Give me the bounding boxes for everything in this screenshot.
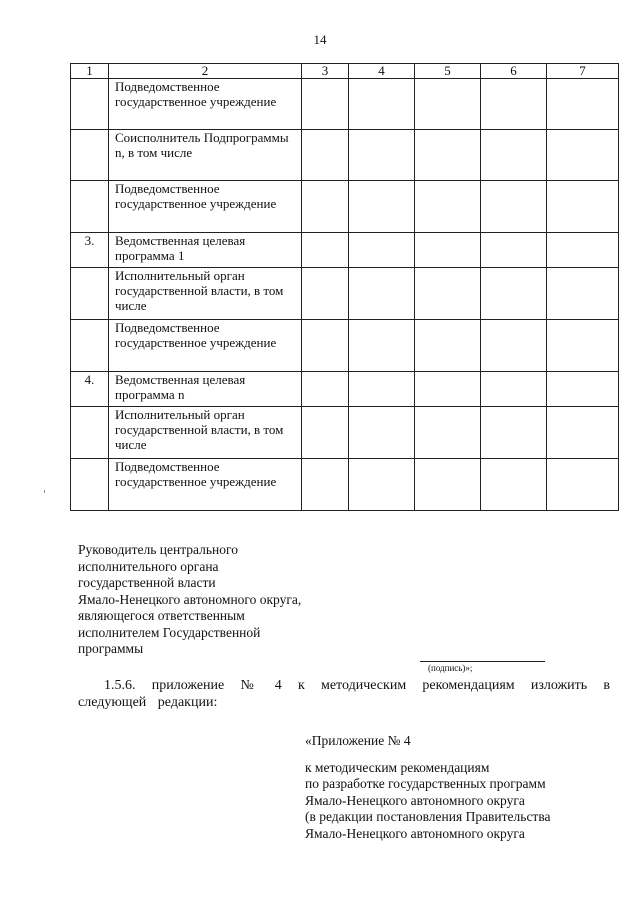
column-header: 3 — [302, 64, 349, 79]
table-row — [71, 320, 619, 372]
signature-line: программы — [78, 641, 144, 656]
row-number — [71, 459, 109, 511]
scan-mark — [44, 490, 45, 493]
row-number — [71, 79, 109, 130]
table-row — [71, 459, 619, 511]
column-header: 6 — [481, 64, 547, 79]
page-number: 14 — [313, 32, 327, 47]
row-number — [71, 130, 109, 181]
appendix-line: к методическим рекомендациям — [305, 759, 490, 775]
column-header: 2 — [109, 64, 302, 79]
row-name: Ведомственная целевая программа n — [109, 372, 302, 407]
signature-caption: (подпись)»; — [428, 663, 473, 673]
column-header: 5 — [415, 64, 481, 79]
signature-line: являющегося ответственным — [78, 608, 245, 623]
table-row — [71, 407, 619, 459]
signature-line: Ямало-Ненецкого автономного округа, — [78, 591, 302, 607]
table-row — [71, 181, 619, 233]
appendix-title: «Приложение № 4 — [305, 733, 411, 748]
table-row — [71, 268, 619, 320]
row-number: 4. — [71, 372, 109, 407]
appendix-line: (в редакции постановления Правительства — [305, 809, 551, 824]
table-header-row — [71, 64, 619, 79]
amendment-paragraph: 1.5.6. приложение № 4 к методическим рекомендациям изложить в следующей редакции: — [78, 678, 610, 710]
appendix-line: по разработке государственных программ — [305, 776, 546, 791]
signature-line: исполнителем Государственной — [78, 624, 261, 640]
row-name: Исполнительный орган государственной власти, в том числе — [109, 268, 302, 320]
signature-underline — [420, 661, 545, 662]
appendix-line: Ямало-Ненецкого автономного округа — [305, 792, 525, 808]
signature-line: Руководитель центрального — [78, 542, 238, 557]
appendix-block — [305, 733, 625, 842]
program-table — [70, 63, 619, 511]
row-name: Подведомственное государственное учреждение — [109, 181, 302, 233]
table-row — [71, 372, 619, 407]
row-name: Соисполнитель Подпрограммы n, в том числе — [109, 130, 302, 181]
row-name: Подведомственное государственное учреждение — [109, 459, 302, 511]
row-number: 3. — [71, 233, 109, 268]
row-name: Исполнительный орган государственной власти, в том числе — [109, 407, 302, 459]
table-row — [71, 233, 619, 268]
row-number — [71, 268, 109, 320]
row-number — [71, 407, 109, 459]
column-header: 1 — [71, 64, 109, 79]
row-name: Подведомственное государственное учреждение — [109, 79, 302, 130]
signature-line: исполнительного органа — [78, 558, 219, 574]
row-number — [71, 181, 109, 233]
signature-block — [78, 542, 378, 658]
column-header: 4 — [349, 64, 415, 79]
row-number — [71, 320, 109, 372]
table-row — [71, 79, 619, 130]
row-name: Ведомственная целевая программа 1 — [109, 233, 302, 268]
column-header: 7 — [547, 64, 619, 79]
table-row — [71, 130, 619, 181]
row-name: Подведомственное государственное учреждение — [109, 320, 302, 372]
appendix-line: Ямало-Ненецкого автономного округа — [305, 825, 525, 841]
signature-line: государственной власти — [78, 575, 216, 590]
